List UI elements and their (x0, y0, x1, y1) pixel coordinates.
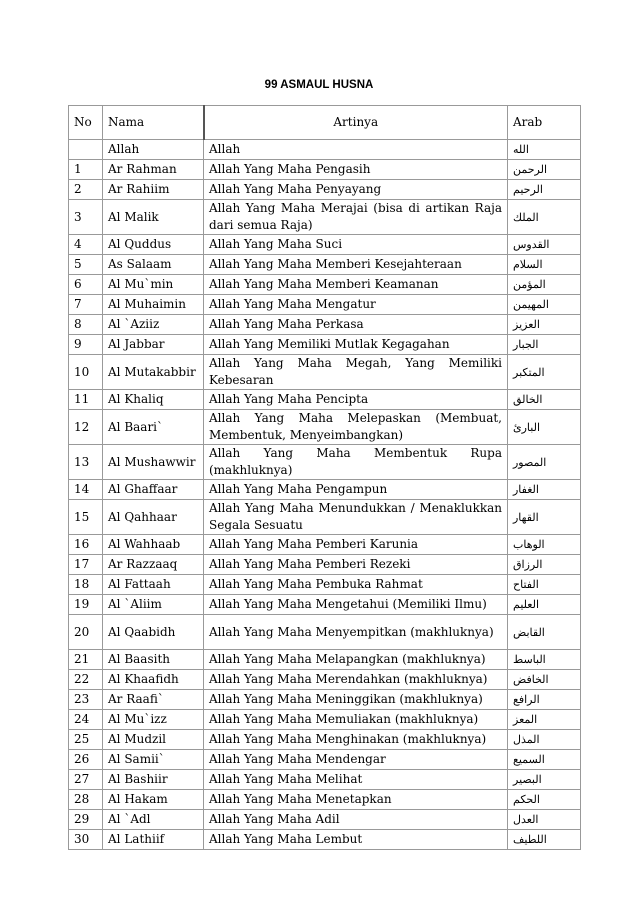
cell-artinya: Allah Yang Maha Pengampun (204, 480, 508, 500)
cell-arab: الرزاق (508, 555, 581, 575)
cell-nama: Al Wahhaab (103, 535, 204, 555)
cell-artinya: Allah Yang Maha Mengatur (204, 295, 508, 315)
cell-nama: Al Qaabidh (103, 615, 204, 650)
cell-arab: المهيمن (508, 295, 581, 315)
cell-arab: الملك (508, 200, 581, 235)
cell-no: 15 (69, 500, 103, 535)
table-row (69, 315, 581, 335)
cell-arab: القهار (508, 500, 581, 535)
cell-artinya: Allah Yang Maha Suci (204, 235, 508, 255)
cell-nama: Al Samii` (103, 750, 204, 770)
cell-nama: Al Hakam (103, 790, 204, 810)
cell-arab: الرحمن (508, 160, 581, 180)
cell-no: 17 (69, 555, 103, 575)
cell-artinya: Allah Yang Maha Merajai (bisa di artikan Raja dari semua Raja) (204, 200, 508, 235)
table-row (69, 750, 581, 770)
table-row (69, 180, 581, 200)
cell-no: 5 (69, 255, 103, 275)
cell-no: 27 (69, 770, 103, 790)
cell-no: 2 (69, 180, 103, 200)
cell-arab: العزيز (508, 315, 581, 335)
cell-arab: الخالق (508, 390, 581, 410)
cell-nama: Al Khaafidh (103, 670, 204, 690)
cell-nama: Al Muhaimin (103, 295, 204, 315)
cell-nama: Al Mu`min (103, 275, 204, 295)
cell-no (69, 140, 103, 160)
cell-nama: Al Quddus (103, 235, 204, 255)
cell-arab: اللطيف (508, 830, 581, 850)
cell-artinya: Allah Yang Maha Megah, Yang Memiliki Kebesaran (204, 355, 508, 390)
cell-arab: المصور (508, 445, 581, 480)
cell-no: 6 (69, 275, 103, 295)
cell-nama: Ar Rahiim (103, 180, 204, 200)
table-row (69, 355, 581, 390)
cell-no: 9 (69, 335, 103, 355)
table-row (69, 275, 581, 295)
cell-nama: Al `Aziiz (103, 315, 204, 335)
table-row (69, 200, 581, 235)
table-row (69, 410, 581, 445)
table-row (69, 810, 581, 830)
page-title: 99 ASMAUL HUSNA (264, 79, 374, 91)
cell-arab: الغفار (508, 480, 581, 500)
cell-no: 8 (69, 315, 103, 335)
header-nama: Nama (103, 106, 204, 140)
cell-no: 18 (69, 575, 103, 595)
cell-artinya: Allah Yang Maha Menetapkan (204, 790, 508, 810)
cell-artinya: Allah (204, 140, 508, 160)
cell-artinya: Allah Yang Maha Pembuka Rahmat (204, 575, 508, 595)
cell-artinya: Allah Yang Maha Memuliakan (makhluknya) (204, 710, 508, 730)
cell-arab: الوهاب (508, 535, 581, 555)
cell-arab: البصير (508, 770, 581, 790)
cell-no: 1 (69, 160, 103, 180)
cell-artinya: Allah Yang Maha Pencipta (204, 390, 508, 410)
cell-arab: المؤمن (508, 275, 581, 295)
table-row (69, 235, 581, 255)
cell-no: 3 (69, 200, 103, 235)
cell-artinya: Allah Yang Maha Memberi Keamanan (204, 275, 508, 295)
table-row (69, 670, 581, 690)
cell-arab: الرافع (508, 690, 581, 710)
cell-no: 29 (69, 810, 103, 830)
cell-nama: Al Jabbar (103, 335, 204, 355)
cell-artinya: Allah Yang Maha Penyayang (204, 180, 508, 200)
cell-artinya: Allah Yang Maha Menyempitkan (makhluknya) (204, 615, 508, 650)
table-row (69, 730, 581, 750)
cell-arab: العليم (508, 595, 581, 615)
table-row (69, 790, 581, 810)
cell-nama: Al Baari` (103, 410, 204, 445)
header-arab: Arab (508, 106, 581, 140)
cell-arab: السميع (508, 750, 581, 770)
cell-no: 16 (69, 535, 103, 555)
cell-artinya: Allah Yang Memiliki Mutlak Kegagahan (204, 335, 508, 355)
cell-nama: Al Ghaffaar (103, 480, 204, 500)
cell-arab: البارئ (508, 410, 581, 445)
table-body (69, 140, 581, 850)
cell-nama: Al Mu`izz (103, 710, 204, 730)
table-row (69, 575, 581, 595)
cell-no: 24 (69, 710, 103, 730)
cell-arab: الجبار (508, 335, 581, 355)
cell-no: 12 (69, 410, 103, 445)
cell-nama: Al `Adl (103, 810, 204, 830)
cell-arab: الرحيم (508, 180, 581, 200)
table-row (69, 595, 581, 615)
table-row (69, 140, 581, 160)
header-artinya: Artinya (204, 106, 508, 140)
cell-arab: القدوس (508, 235, 581, 255)
cell-nama: Ar Rahman (103, 160, 204, 180)
cell-artinya: Allah Yang Maha Menundukkan / Menaklukkan Segala Sesuatu (204, 500, 508, 535)
cell-no: 4 (69, 235, 103, 255)
cell-nama: Al `Aliim (103, 595, 204, 615)
cell-artinya: Allah Yang Maha Menghinakan (makhluknya) (204, 730, 508, 750)
table-row (69, 255, 581, 275)
cell-artinya: Allah Yang Maha Memberi Kesejahteraan (204, 255, 508, 275)
cell-nama: Allah (103, 140, 204, 160)
cell-artinya: Allah Yang Maha Melepaskan (Membuat, Membentuk, Menyeimbangkan) (204, 410, 508, 445)
cell-nama: Al Mudzil (103, 730, 204, 750)
cell-nama: Al Baasith (103, 650, 204, 670)
table-row (69, 690, 581, 710)
cell-nama: As Salaam (103, 255, 204, 275)
table-row (69, 500, 581, 535)
header-no: No (69, 106, 103, 140)
cell-arab: الحكم (508, 790, 581, 810)
cell-artinya: Allah Yang Maha Pengasih (204, 160, 508, 180)
cell-no: 20 (69, 615, 103, 650)
table-row (69, 615, 581, 650)
table-row (69, 710, 581, 730)
table-row (69, 445, 581, 480)
table-row (69, 555, 581, 575)
cell-artinya: Allah Yang Maha Mengetahui (Memiliki Ilmu) (204, 595, 508, 615)
cell-nama: Ar Razzaaq (103, 555, 204, 575)
cell-artinya: Allah Yang Maha Lembut (204, 830, 508, 850)
cell-nama: Al Lathiif (103, 830, 204, 850)
table-row (69, 480, 581, 500)
cell-no: 22 (69, 670, 103, 690)
cell-arab: الفتاح (508, 575, 581, 595)
cell-no: 23 (69, 690, 103, 710)
cell-no: 11 (69, 390, 103, 410)
cell-artinya: Allah Yang Maha Melapangkan (makhluknya) (204, 650, 508, 670)
cell-no: 10 (69, 355, 103, 390)
cell-artinya: Allah Yang Maha Meninggikan (makhluknya) (204, 690, 508, 710)
cell-no: 13 (69, 445, 103, 480)
cell-nama: Al Fattaah (103, 575, 204, 595)
cell-arab: المتكبر (508, 355, 581, 390)
table-row (69, 650, 581, 670)
cell-nama: Al Mushawwir (103, 445, 204, 480)
cell-arab: العدل (508, 810, 581, 830)
cell-artinya: Allah Yang Maha Perkasa (204, 315, 508, 335)
table-row (69, 830, 581, 850)
cell-nama: Al Malik (103, 200, 204, 235)
table-row (69, 160, 581, 180)
cell-arab: الله (508, 140, 581, 160)
cell-artinya: Allah Yang Maha Adil (204, 810, 508, 830)
cell-nama: Al Qahhaar (103, 500, 204, 535)
cell-arab: القابض (508, 615, 581, 650)
cell-no: 28 (69, 790, 103, 810)
cell-artinya: Allah Yang Maha Melihat (204, 770, 508, 790)
cell-no: 25 (69, 730, 103, 750)
table-row (69, 335, 581, 355)
table-header-row (69, 106, 581, 140)
cell-nama: Al Bashiir (103, 770, 204, 790)
cell-arab: السلام (508, 255, 581, 275)
table-row (69, 535, 581, 555)
cell-artinya: Allah Yang Maha Membentuk Rupa (makhluknya) (204, 445, 508, 480)
cell-arab: المعز (508, 710, 581, 730)
cell-no: 14 (69, 480, 103, 500)
cell-artinya: Allah Yang Maha Merendahkan (makhluknya) (204, 670, 508, 690)
cell-nama: Ar Raafi` (103, 690, 204, 710)
cell-nama: Al Khaliq (103, 390, 204, 410)
asmaul-husna-table (68, 105, 581, 850)
cell-arab: المذل (508, 730, 581, 750)
cell-nama: Al Mutakabbir (103, 355, 204, 390)
cell-no: 30 (69, 830, 103, 850)
table-row (69, 770, 581, 790)
cell-no: 21 (69, 650, 103, 670)
cell-no: 7 (69, 295, 103, 315)
cell-arab: الخافض (508, 670, 581, 690)
cell-arab: الباسط (508, 650, 581, 670)
cell-artinya: Allah Yang Maha Mendengar (204, 750, 508, 770)
cell-no: 26 (69, 750, 103, 770)
cell-artinya: Allah Yang Maha Pemberi Rezeki (204, 555, 508, 575)
table-row (69, 390, 581, 410)
cell-artinya: Allah Yang Maha Pemberi Karunia (204, 535, 508, 555)
cell-no: 19 (69, 595, 103, 615)
table-row (69, 295, 581, 315)
